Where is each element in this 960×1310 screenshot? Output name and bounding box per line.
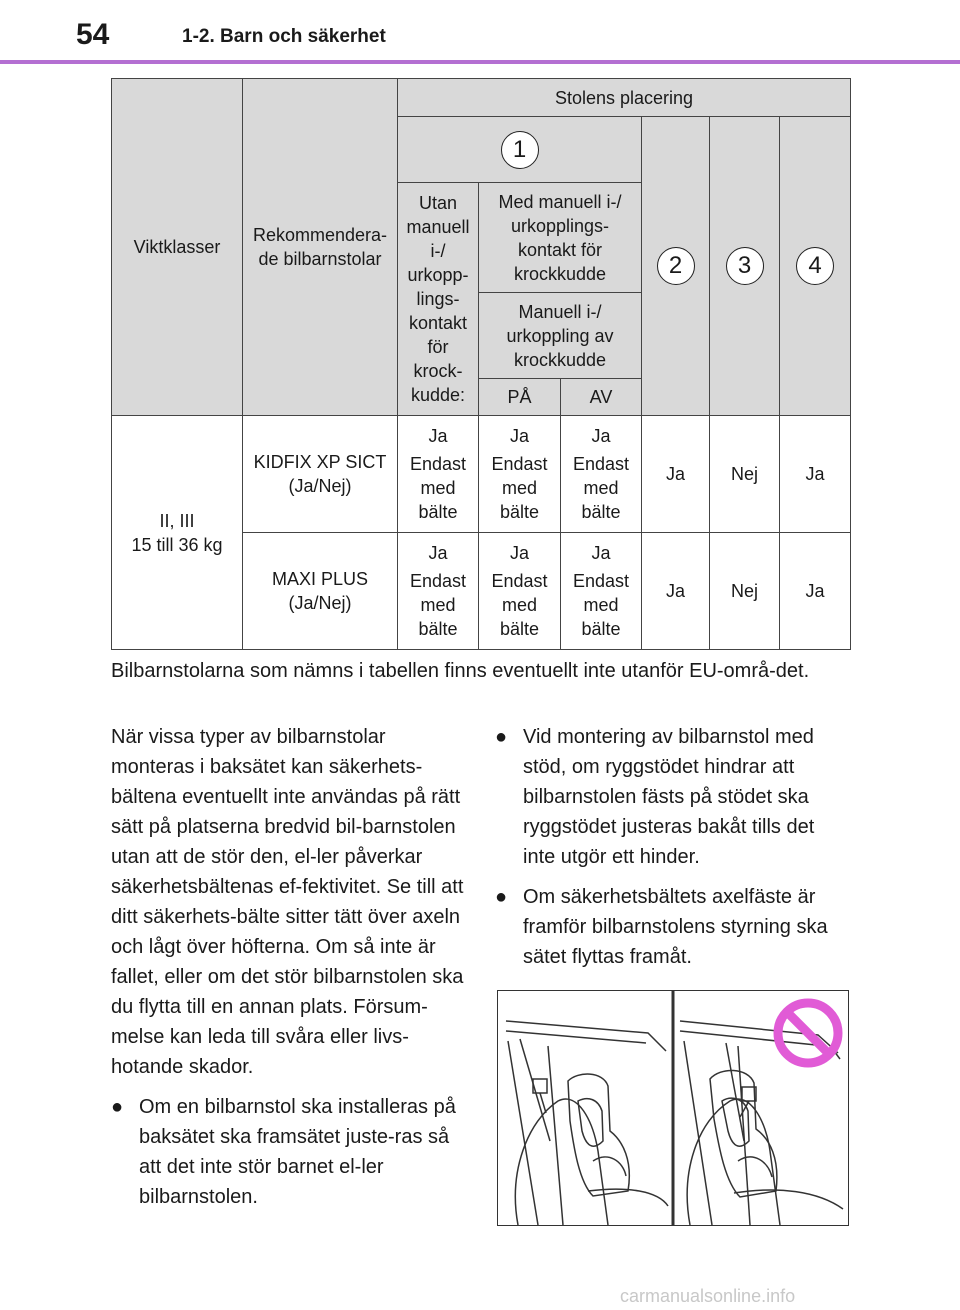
cell-answer: Ja — [591, 543, 611, 563]
table-footnote: Bilbarnstolarna som nämns i tabellen finns eventuellt inte utanför EU-områ-det. — [111, 660, 810, 682]
table-cell — [561, 416, 642, 533]
table-cell — [398, 533, 479, 650]
weight-class-group: II, III — [159, 510, 195, 531]
list-item-text: Vid montering av bilbarnstol med stöd, om ryggstödet hindrar att bilbarnstolen fästs på stödet ska ryggstödet justeras bakåt tills det inte utgör ett hinder. — [523, 726, 815, 868]
table-cell — [479, 416, 561, 533]
airbag-off-header: AV — [561, 379, 642, 416]
recommended-seats-header: Rekommendera-de bilbarnstolar — [243, 79, 398, 416]
cell-answer: Ja — [591, 426, 611, 446]
position-3-header — [710, 117, 780, 416]
watermark: carmanualsonline.info — [620, 1286, 796, 1306]
seat-model-cell: KIDFIX XP SICT (Ja/Nej) — [243, 416, 398, 533]
table-cell — [561, 533, 642, 650]
cell-note: Endast med bälte — [572, 454, 630, 522]
weight-class-range: 15 till 36 kg — [131, 534, 223, 555]
table-cell: Nej — [710, 416, 780, 533]
list-item-text: Om en bilbarnstol ska installeras på baksätet ska framsätet juste-ras så att det inte stör barnet el-ler bilbarnstolen. — [139, 1096, 456, 1208]
position-2-header — [642, 117, 710, 416]
table-cell: Ja — [642, 533, 710, 650]
cell-answer: Ja — [509, 426, 529, 446]
header-divider — [0, 60, 960, 64]
table-cell: Ja — [780, 416, 851, 533]
position-number-3: 3 — [726, 247, 764, 285]
left-column — [111, 722, 466, 1212]
cell-answer: Ja — [428, 543, 448, 563]
list-item — [111, 1092, 466, 1212]
list-item — [495, 722, 850, 872]
position-4-header — [780, 117, 851, 416]
bullet-icon: ● — [495, 886, 508, 908]
list-item — [495, 882, 850, 972]
table-cell: Nej — [710, 533, 780, 650]
list-item-text: Om säkerhetsbältets axelfäste är framför bilbarnstolens styrning ska sätet flyttas framåt. — [523, 886, 828, 968]
with-switch-header: Med manuell i-/ urkopplings-kontakt för krockkudde — [479, 183, 642, 293]
weight-class-cell — [112, 416, 243, 650]
position-number-2: 2 — [657, 247, 695, 285]
cell-answer: Ja — [428, 426, 448, 446]
seat-illustration — [497, 990, 849, 1226]
bullet-icon: ● — [495, 726, 508, 748]
cell-note: Endast med bälte — [572, 571, 630, 639]
cell-note: Endast med bälte — [409, 454, 467, 522]
section-title: 1-2. Barn och säkerhet — [182, 26, 386, 47]
position-1-header — [398, 117, 642, 183]
page-header — [0, 0, 960, 64]
cell-note: Endast med bälte — [409, 571, 467, 639]
position-number-1: 1 — [501, 131, 539, 169]
cell-note: Endast med bälte — [491, 571, 548, 639]
table-cell: Ja — [780, 533, 851, 650]
cell-note: Endast med bälte — [491, 454, 548, 522]
cell-answer: Ja — [509, 543, 529, 563]
weight-class-header: Viktklasser — [112, 79, 243, 416]
prohibited-icon — [778, 1003, 838, 1063]
airbag-on-header: PÅ — [479, 379, 561, 416]
seat-model-cell: MAXI PLUS (Ja/Nej) — [243, 533, 398, 650]
manual-switch-header: Manuell i-/ urkoppling av krockkudde — [479, 293, 642, 379]
seat-illustration-drawing — [498, 991, 848, 1225]
table-cell: Ja — [642, 416, 710, 533]
table-cell — [398, 416, 479, 533]
position-number-4: 4 — [796, 247, 834, 285]
warning-paragraph: När vissa typer av bilbarnstolar monteras i baksätet kan säkerhets-bältena eventuellt inte användas på rätt sätt på platserna bredvid bil-barnstolen utan att de stör den, el-ler påverkar säkerhetsbältenas ef-fektivitet. Se till att ditt säkerhets-bälte sitter tätt över axeln och lågt över höfterna. Om så inte är fallet, eller om det stör bilbarnstolen ska du flytta till en annan plats. Försum-melse kan leda till svåra eller livs-hotande skador. — [111, 726, 464, 1078]
without-switch-header: Utan manuell i-/ urkopp-lings-kontakt för krock-kudde: — [398, 183, 479, 416]
child-seat-table — [111, 78, 851, 650]
bullet-icon: ● — [111, 1096, 124, 1118]
seat-placement-header: Stolens placering — [398, 79, 851, 117]
table-cell — [479, 533, 561, 650]
right-column — [495, 722, 850, 972]
page-number: 54 — [76, 18, 110, 51]
